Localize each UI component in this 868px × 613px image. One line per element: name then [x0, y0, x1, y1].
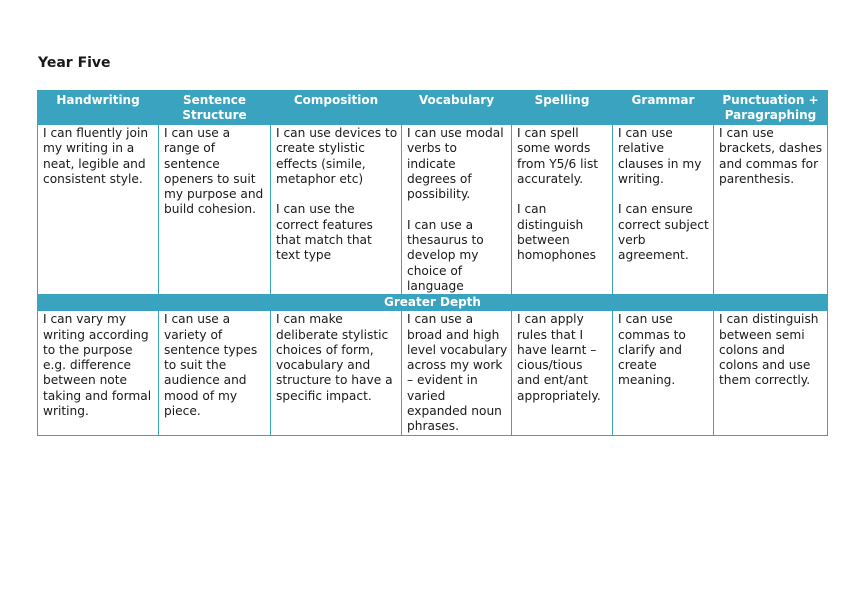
- cell-text: I can use the correct features that match that text type: [276, 202, 373, 263]
- cell-text: I can use a variety of sentence types to suit the audience and mood of my piece.: [164, 312, 258, 419]
- cell-text: I can use relative clauses in my writing.: [618, 126, 702, 186]
- cell-text: I can make deliberate stylistic choices of form, vocabulary and structure to have a specific impact.: [276, 312, 393, 403]
- cell-vocabulary: [402, 125, 512, 295]
- year-five-criteria-table: [37, 90, 828, 436]
- greater-depth-label: Greater Depth: [38, 295, 828, 311]
- header-grammar: Grammar: [613, 91, 714, 125]
- header-spelling: Spelling: [512, 91, 613, 125]
- header-composition: Composition: [271, 91, 402, 125]
- cell-text: I can use a thesaurus to develop my choice of language: [407, 217, 484, 293]
- cell-vocabulary-depth: [402, 311, 512, 435]
- cell-text: I can use a broad and high level vocabulary across my work – evident in varied expanded noun phrases.: [407, 312, 508, 434]
- cell-text: I can vary my writing according to the purpose e.g. difference between note taking and formal writing.: [43, 312, 152, 419]
- cell-grammar-depth: [613, 311, 714, 435]
- table-row-greater-depth: [38, 311, 828, 435]
- header-row: [38, 91, 828, 125]
- cell-text: I can distinguish between semi colons and colons and use them correctly.: [719, 312, 819, 388]
- cell-composition-depth: [271, 311, 402, 435]
- cell-sentence-structure: [159, 125, 271, 295]
- cell-text: I can use devices to create stylistic effects (simile, metaphor etc): [276, 126, 398, 186]
- table-row-expected: [38, 125, 828, 295]
- cell-text: I can distinguish between homophones: [517, 202, 596, 263]
- cell-spelling: [512, 125, 613, 295]
- cell-text: I can use a range of sentence openers to suit my purpose and build cohesion.: [164, 126, 264, 217]
- cell-spelling-depth: [512, 311, 613, 435]
- cell-text: I can fluently join my writing in a neat, legible and consistent style.: [43, 126, 149, 186]
- cell-text: I can use brackets, dashes and commas for parenthesis.: [719, 126, 823, 186]
- cell-punctuation-paragraphing: [714, 125, 828, 295]
- cell-text: I can apply rules that I have learnt – cious/tious and ent/ant appropriately.: [517, 312, 601, 403]
- page-title: Year Five: [38, 55, 111, 71]
- header-handwriting: Handwriting: [38, 91, 159, 125]
- cell-text: I can use modal verbs to indicate degrees of possibility.: [407, 126, 504, 202]
- cell-text: I can ensure correct subject verb agreement.: [618, 202, 709, 263]
- greater-depth-band: [38, 295, 828, 311]
- cell-handwriting-depth: [38, 311, 159, 435]
- cell-handwriting: [38, 125, 159, 295]
- cell-text: I can spell some words from Y5/6 list accurately.: [517, 126, 599, 186]
- cell-text: I can use commas to clarify and create meaning.: [618, 312, 686, 388]
- cell-sentence-structure-depth: [159, 311, 271, 435]
- header-punctuation-paragraphing: Punctuation + Paragraphing: [714, 91, 828, 125]
- cell-composition: [271, 125, 402, 295]
- header-vocabulary: Vocabulary: [402, 91, 512, 125]
- header-sentence-structure: Sentence Structure: [159, 91, 271, 125]
- cell-punctuation-paragraphing-depth: [714, 311, 828, 435]
- cell-grammar: [613, 125, 714, 295]
